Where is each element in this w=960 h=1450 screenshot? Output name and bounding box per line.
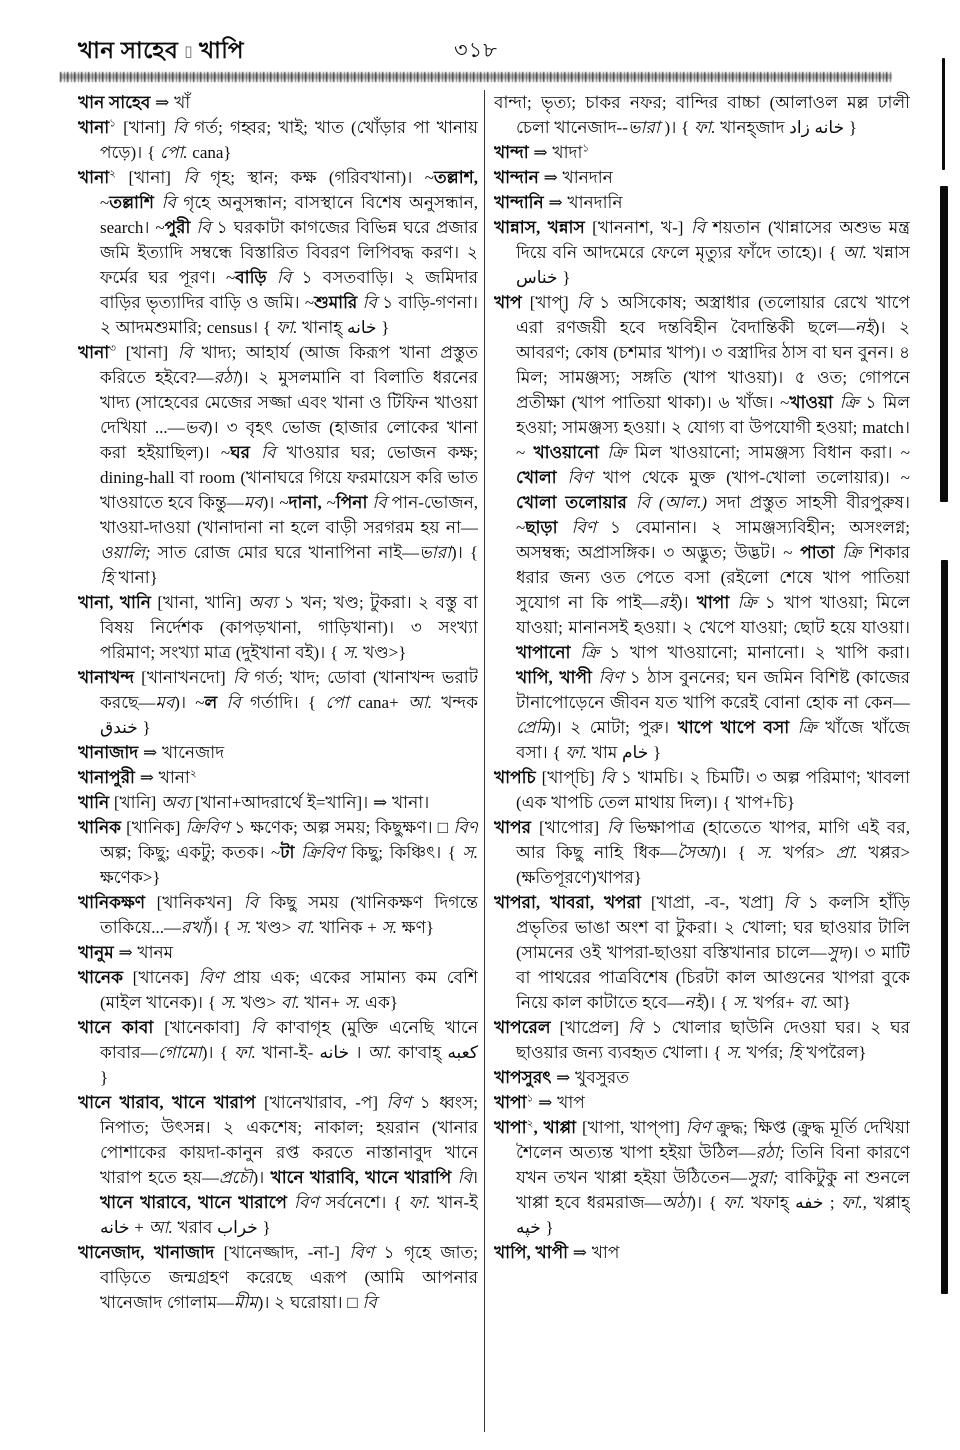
dictionary-entry: খানাপুরী ⇒ খানা$^২$ — [78, 768, 197, 787]
dictionary-entry: বান্দা; ভৃত্য; চাকর নফর; বান্দির বাচ্চা (আলাওল মল্ল ঢালী চেলা খানেজাদ--ভারা )। { ফা. খানহ্‌জাদ خانه زاد } — [494, 93, 910, 137]
scan-edge-artifact — [942, 58, 945, 170]
dictionary-entry: খানাজাদ ⇒ খানেজাদ — [78, 743, 225, 762]
dictionary-entry: খান্দানি ⇒ খানদানি — [494, 193, 623, 212]
dictionary-entry: খাপি, খাপী ⇒ খাপ — [494, 1243, 620, 1262]
dictionary-entry: খাপরা, খাবরা, খপরা [খাপ্রা, -ব-, খপ্রা] বি ১ কলসি হাঁড়ি প্রভৃতির ভাঙা অংশ বা টুকরা। ২ খোলা; ঘর ছাওয়ার টালি (সামনের ওই খাপরা-ছাওয়া বস্তিখানার চালে—সুদ)। ৩ মাটি বা পাথরের পাত্রবিশেষ (চিরটা কাল আগুনের খাপরা বুকে নিয়ে কাল কাটাতে হবে—নই)। { স. খর্পর+ বা. আ} — [494, 893, 910, 1012]
guide-words — [78, 32, 244, 71]
scan-edge-artifact — [940, 186, 948, 502]
dictionary-entry: খানিক [খানিক] ক্রিবিণ ১ ক্ষণেক; অল্প সময়; কিছুক্ষণ। □ বিণ অল্প; কিছু; একটু; কতক। ~টা ক্রিবিণ কিছু; কিঞ্চিৎ। { স. ক্ষণেক>} — [78, 818, 478, 887]
guide-word-left: খান সাহেব — [78, 38, 179, 63]
dictionary-entry: খানি [খানি] অব্য [খানা+আদরার্থে ই=খানি]। ⇒ খানা। — [78, 793, 430, 812]
dictionary-entry: খানে কাবা [খানেকাবা] বি কা'বাগৃহ (মুক্তি এনেছি খানে কাবার—গোমো)। { ফা. খানা-ই- خانه । আ. কা'বাহ্ كعبه } — [78, 1018, 478, 1087]
guide-separator-mark: ▯ — [184, 44, 194, 60]
dictionary-entry: খানে খারাব, খানে খারাপ [খানেখারাব, -প] বিণ ১ ধ্বংস; নিপাত; উৎসন্ন। ২ একশেষ; নাকাল; হয়রান (খানার পোশাকের কায়দা-কানুন রপ্ত করতে নাস্তানাবুদ খানে খারাপ হতে হয়—প্রচৌ)। খানে খারাবি, খানে খারাপি বি। খানে খারাবে, খানে খারাপে বিণ সর্বনেশে। { ফা. খান-ই خانه + আ. খরাব خراب } — [78, 1093, 478, 1237]
dictionary-entry: খানা$^১$ [খানা] বি গর্ত; গহ্বর; খাই; খাত (খোঁড়ার পা খানায় পড়ে)। { পো. cana} — [78, 118, 478, 162]
dictionary-entry: খাপ [খাপ্] বি ১ অসিকোষ; অস্ত্রাধার (তলোয়ার রেখে খাপে এরা রণজয়ী হবে দন্তবিহীন বৈদান্তিকী ছলে—নই)। ২ আবরণ; কোষ (চশমার খাপ)। ৩ বস্ত্রাদির ঠাস বা ঘন বুনন। ৪ মিল; সামঞ্জস্য; সঙ্গতি (খাপ খাওয়া)। ৫ ওত; গোপনে প্রতীক্ষা (খাপ পাতিয়া থাকা)। ৬ খাঁজ। ~খাওয়া ক্রি ১ মিল হওয়া; সামঞ্জস্য হওয়া। ২ যোগ্য বা উপযোগী হওয়া; match। ~ খাওয়ানো ক্রি মিল খাওয়ানো; সামঞ্জস্য বিধান করা। ~ খোলা বিণ খাপ থেকে মুক্ত (খাপ-খোলা তলোয়ার)। ~ খোলা তলোয়ার বি (আল.) সদা প্রস্তুত সাহসী বীরপুরুষ। ~ছাড়া বিণ ১ বেমানান। ২ সামঞ্জস্যবিহীন; অসংলগ্ন; অসম্বন্ধ; অপ্রাসঙ্গিক। ৩ অদ্ভুত; উদ্ভট। ~ পাতা ক্রি শিকার ধরার জন্য ওত পেতে বসা (রইলো শেষে খাপ পাতিয়া সুযোগ না কি পাই—রই)। খাপা ক্রি ১ খাপ খাওয়া; মিলে যাওয়া; মানানসই হওয়া। ২ খেপে যাওয়া; ছোট হয়ে যাওয়া। খাপানো ক্রি ১ খাপ খাওয়ানো; মানানো। ২ খাপি করা। খাপি, খাপী বিণ ১ ঠাস বুননের; ঘন জমিন বিশিষ্ট (কাজের টানাপোড়েনে জীবন যত খাপি করেই বোনা হোক না কেন—প্রেমি)। ২ মোটা; পুরু। খাপে খাপে বসা ক্রি খাঁজে খাঁজে বসা। { ফা. খাম خام } — [494, 293, 910, 762]
dictionary-entry: খাপা$^২$, খাপ্পা [খাপা, খাপ্‌পা] বিণ ক্রুদ্ধ; ক্ষিপ্ত (ক্রুদ্ধ মূর্তি দেখিয়া শৈলেন অত্যন্ত খাপা হইয়া উঠিল—রঠা; তিনি বিনা কারণে যখন তখন খাপ্পা হইয়া উঠিতেন—সুরা; বাকিটুকু না শুনলে খাপ্পা হবে ধরমরাজ—অঠা)। { ফা. খফাহ্ خفه ; ফা., খপ্পাহ্ خپه } — [494, 1118, 910, 1237]
dictionary-entry: খাপর [খাপোর] বি ভিক্ষাপাত্র (হাতেতে খাপর, মাগি এই বর, আর কিছু নাহি ধিক—সৈআ)। { স. খর্পর> প্রা. খপ্পর>(ক্ষতিপূরণে)খাপর} — [494, 818, 910, 887]
column-divider-rule — [484, 90, 485, 1432]
dictionary-entry: খানেক [খানেক] বিণ প্রায় এক; একের সামান্য কম বেশি (মাইল খানেক)। { স. খণ্ড> বা. খান+ স. এক} — [78, 968, 478, 1012]
dictionary-entry: খানাখন্দ [খানাখনদো] বি গর্ত; খাদ; ডোবা (খানাখন্দ ভরাট করছে—মব)। ~ল বি গর্তাদি। { পো cana+ আ. খন্দক خندق } — [78, 668, 478, 737]
dictionary-entry: খান সাহেব ⇒ খাঁ — [78, 93, 191, 112]
scan-edge-artifact — [941, 560, 948, 1294]
scan-smudge-band — [60, 72, 892, 82]
dictionary-entry: খাপসুরৎ ⇒ খুবসুরত — [494, 1068, 630, 1087]
dictionary-entry: খানা$^২$ [খানা] বি গৃহ; স্থান; কক্ষ (গরিবখানা)। ~তল্লাশ, ~তল্লাশি বি গৃহে অনুসন্ধান; বাসস্থানে বিশেষ অনুসন্ধান, search। ~পুরী বি ১ ঘরকাটা কাগজের বিভিন্ন ঘরে প্রজার জমি ইত্যাদি সম্বন্ধে বিস্তারিত বিবরণ লিপিবদ্ধ করণ। ২ ফর্মের ঘর পূরণ। ~বাড়ি বি ১ বসতবাড়ি। ২ জমিদার বাড়ির ভৃত্যাদির বাড়ি ও জমি। ~শুমারি বি ১ বাড়ি-গণনা। ২ আদমশুমারি; census। { ফা. খানাহ্ خانه } — [78, 168, 478, 337]
left-column — [78, 90, 478, 1432]
right-column — [494, 90, 910, 1432]
dictionary-entry: খানুম ⇒ খানম — [78, 943, 174, 962]
page-header — [78, 32, 908, 68]
page-number: ৩১৮ — [454, 38, 498, 62]
guide-word-right: খাপি — [199, 38, 244, 63]
dictionary-entry: খানা, খানি [খানা, খানি] অব্য ১ খন; খণ্ড; টুকরা। ২ বস্তু বা বিষয় নির্দেশক (কাপড়খানা, গাড়িখানা)। ৩ সংখ্যা পরিমাণ; সংখ্যা মাত্র (দুইখানা বই)। { স. খণ্ড>} — [78, 593, 478, 662]
text-columns — [78, 90, 910, 1432]
dictionary-entry: খানা$^৩$ [খানা] বি খাদ্য; আহার্য (আজ কিরূপ খানা প্রস্তুত করিতে হইবে?—রঠা)। ২ মুসলমানি বা বিলাতি ধরনের খাদ্য (সাহেবের মেজের সজ্জা এবং খানা ও টিফিন খাওয়া দেখিয়া ...—ভব)। ৩ বৃহৎ ভোজ (হাজার লোকের খানা করা হইয়াছিল)। ~ঘর বি খাওয়ার ঘর; ভোজন কক্ষ; dining-hall বা room (খানাঘরে গিয়ে ফরমায়েস করি ভাত খাওয়াতে হবে কিন্তু—মব)। ~দানা, ~পিনা বি পান-ভোজন, খাওয়া-দাওয়া (খানাদানা না হলে বাড়ী সরগরম হয় না—ওয়ালি; সাত রোজ মোর ঘরে খানাপিনা নাই—ভারা)। { হি খানা} — [78, 343, 478, 587]
dictionary-entry: খান্নাস, খন্নাস [খাননাশ, খ-] বি শয়তান (খান্নাসের অশুভ মন্ত্র দিয়ে বনি আদমেরে ফেলে মৃত্যুর ফাঁদে তাহে)। { আ. খন্নাস خناس } — [494, 218, 910, 287]
dictionary-entry: খান্দান ⇒ খানদান — [494, 168, 613, 187]
dictionary-entry: খাপচি [খাপ্‌চি] বি ১ খামচি। ২ চিমটি। ৩ অল্প পরিমাণ; খাবলা (এক খাপচি তেল মাথায় দিল)। { খাপ+চি} — [494, 768, 910, 812]
dictionary-entry: খাপা$^১$ ⇒ খাপ — [494, 1093, 585, 1112]
dictionary-entry: খানিকক্ষণ [খানিকখন] বি কিছু সময় (খানিকক্ষণ দিগন্তে তাকিয়ে...—রখাঁ)। { স. খণ্ড> বা. খানিক + স. ক্ষণ} — [78, 893, 478, 937]
dictionary-entry: খাপরেল [খাপ্রেল] বি ১ খোলার ছাউনি দেওয়া ঘর। ২ ঘর ছাওয়ার জন্য ব্যবহৃত খোলা। { স. খর্পর; হি খপরৈল} — [494, 1018, 910, 1062]
dictionary-entry: খানেজাদ, খানাজাদ [খানেজ্জাদ, -না-] বিণ ১ গৃহে জাত; বাড়িতে জন্মগ্রহণ করেছে এরূপ (আমি আপনার খানেজাদ গোলাম—মীম)। ২ ঘরোয়া। □ বি — [78, 1243, 478, 1312]
dictionary-entry: খান্দা ⇒ খাদা$^১$ — [494, 143, 590, 162]
